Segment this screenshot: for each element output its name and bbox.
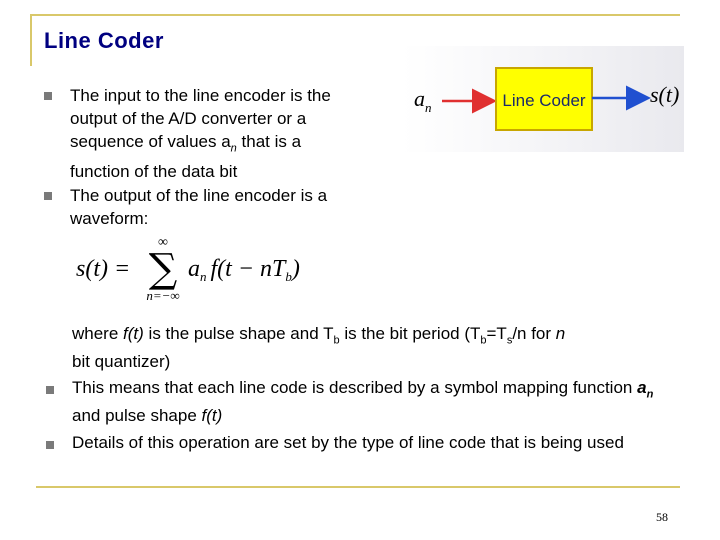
bullet-1-sub: n — [230, 142, 237, 155]
line-coder-diagram — [402, 46, 684, 152]
bullet-text-3 — [72, 377, 682, 427]
formula-sum-top: ∞ — [158, 235, 168, 250]
bullet-1-end: that is a function of the data bit — [70, 132, 302, 182]
bullet-3-ft: f(t) — [201, 406, 223, 426]
where-text-5: /n for — [512, 324, 556, 343]
where-text-6: bit quantizer) — [72, 352, 171, 372]
bullet-text-2 — [70, 184, 360, 230]
bullet-2-text: The output of the line encoder is a waveform: — [70, 186, 328, 228]
bullet-marker-3 — [46, 386, 54, 394]
frame-bottom-rule — [36, 486, 680, 488]
diagram-input-label: $a_n$ — [414, 86, 432, 115]
slide-title: Line Coder — [44, 28, 164, 53]
bullet-4-text: Details of this operation are set by the type of line code that is being used — [72, 433, 624, 452]
bullet-marker-1 — [44, 92, 52, 100]
diagram-output-label: s(t) — [650, 82, 680, 107]
where-ft: f(t) — [123, 324, 144, 343]
where-text-1: where — [72, 324, 124, 343]
where-n: n — [555, 324, 566, 343]
page-number: 58 — [656, 510, 668, 524]
frame-top-rule — [30, 14, 680, 16]
where-text-2: is the pulse shape and T — [143, 324, 334, 343]
bullet-marker-4 — [46, 441, 54, 449]
bullet-3-text-2: and pulse shape — [72, 406, 202, 426]
line-coder-block-label: Line Coder — [502, 91, 586, 110]
formula-lhs: s(t) = — [76, 256, 131, 282]
bullet-text-1 — [70, 84, 360, 183]
bullet-marker-2 — [44, 192, 52, 200]
formula-sum-bottom: n=−∞ — [146, 288, 180, 303]
where-text-4: =T — [486, 324, 507, 343]
waveform-formula — [74, 234, 334, 304]
bullet-3-an: a — [637, 378, 647, 397]
where-sub-b2: b — [480, 334, 487, 347]
where-sub-s: s — [506, 334, 513, 347]
where-sub-b: b — [333, 334, 340, 347]
frame-left-rule — [30, 14, 32, 66]
diagram-svg — [402, 46, 684, 152]
formula-body: $a_n$ $f(t - nT_b)$ — [188, 256, 300, 284]
where-paragraph — [72, 323, 672, 373]
bullet-text-4 — [72, 432, 682, 454]
formula-svg — [74, 234, 334, 304]
bullet-3-an-sub: n — [646, 388, 654, 401]
formula-sum-symbol: ∑ — [148, 246, 178, 292]
where-text-3: is the bit period (T — [339, 324, 481, 343]
bullet-1-text: The input to the line encoder is the output of the A/D converter or a sequence of values a — [70, 86, 331, 151]
bullet-3-text-1: This means that each line code is described by a symbol mapping function — [72, 378, 638, 397]
